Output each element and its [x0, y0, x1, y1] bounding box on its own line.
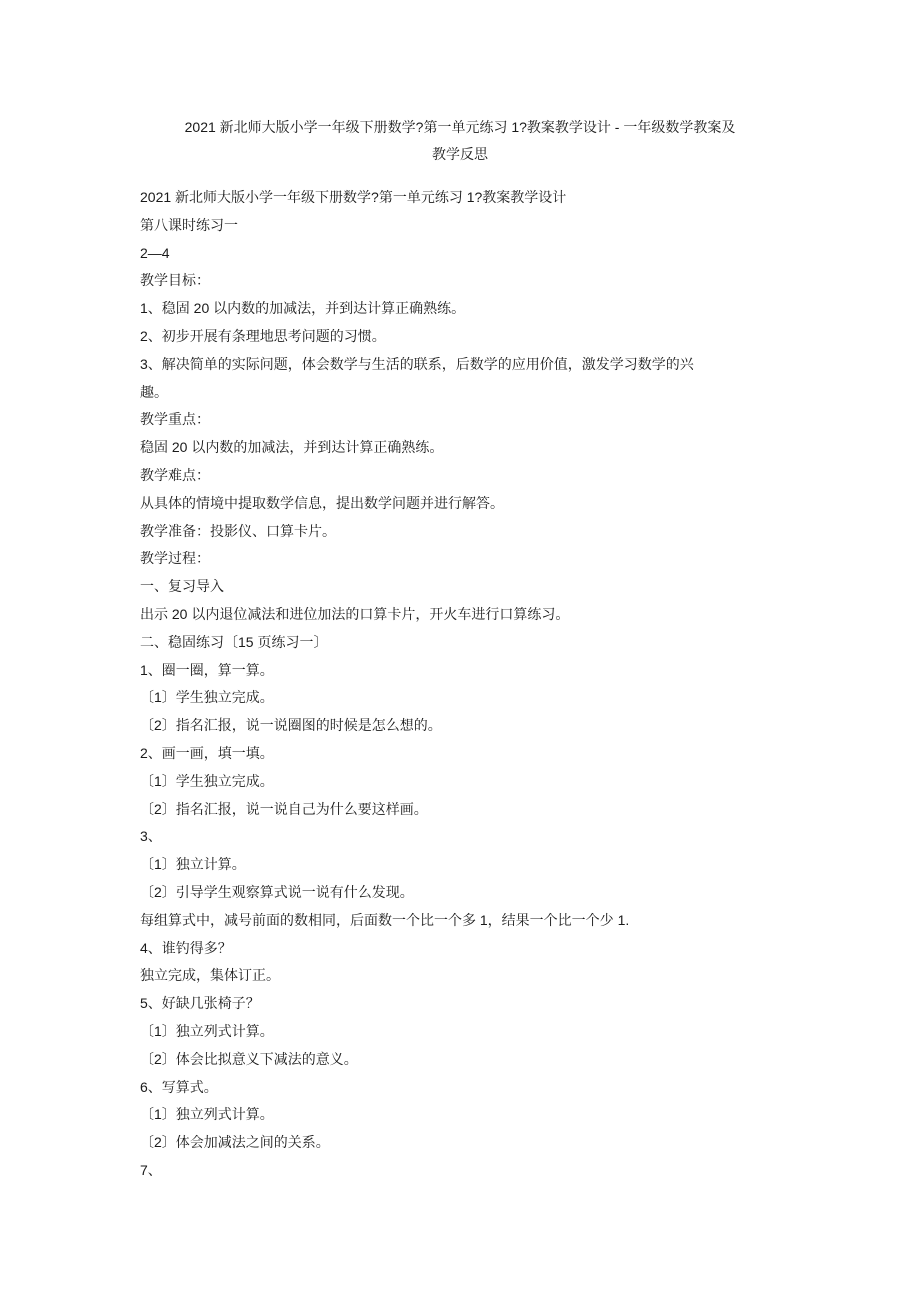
paragraph-line: 3、: [140, 828, 162, 845]
paragraph-line: 教学准备：投影仪、口算卡片。: [140, 522, 336, 539]
paragraph-line: 教学过程：: [140, 550, 210, 567]
paragraph-line: 2、画一画，填一填。: [140, 744, 274, 761]
paragraph-line: 〔1〕学生独立完成。: [140, 689, 274, 706]
paragraph-line: 〔2〕指名汇报，说一说圈图的时候是怎么想的。: [140, 717, 442, 734]
paragraph-line: 〔2〕引导学生观察算式说一说有什么发现。: [140, 883, 414, 900]
paragraph-line: 2021 新北师大版小学一年级下册数学?第一单元练习 1?教案教学设计: [140, 189, 567, 205]
paragraph-line: 〔2〕体会加减法之间的关系。: [140, 1134, 330, 1151]
title-line-2: 教学反思: [432, 146, 488, 162]
paragraph-line: 6、写算式。: [140, 1078, 218, 1095]
paragraph-line: 一、复习导入: [140, 578, 224, 595]
paragraph-line: 从具体的情境中提取数学信息，提出数学问题并进行解答。: [140, 494, 504, 511]
paragraph-line: 教学难点：: [140, 466, 210, 483]
paragraph-line: 每组算式中，减号前面的数相同，后面数一个比一个多 1，结果一个比一个少 1.: [140, 911, 630, 928]
paragraph-line: 2—4: [140, 244, 170, 261]
paragraph-line: 2、初步开展有条理地思考问题的习惯。: [140, 327, 386, 344]
paragraph-line: 〔1〕学生独立完成。: [140, 772, 274, 789]
paragraph-line: 教学重点：: [140, 411, 210, 428]
paragraph-line: 趣。: [140, 383, 168, 400]
paragraph-line: 二、稳固练习〔15 页练习一〕: [140, 633, 328, 650]
paragraph-line: 4、谁钓得多？: [140, 939, 232, 956]
paragraph-line: 〔1〕独立列式计算。: [140, 1106, 274, 1123]
paragraph-line: 稳固 20 以内数的加减法，并到达计算正确熟练。: [140, 439, 444, 456]
paragraph-line: 5、好缺几张椅子？: [140, 995, 260, 1012]
paragraph-line: 1、稳固 20 以内数的加减法，并到达计算正确熟练。: [140, 300, 466, 317]
paragraph-line: 出示 20 以内退位减法和进位加法的口算卡片，开火车进行口算练习。: [140, 605, 570, 622]
paragraph-line: 7、: [140, 1161, 162, 1178]
paragraph-line: 〔2〕体会比拟意义下减法的意义。: [140, 1050, 358, 1067]
document-title: [100, 114, 820, 168]
title-line-1: 2021 新北师大版小学一年级下册数学?第一单元练习 1?教案教学设计 - 一年级数学教案及: [184, 119, 736, 135]
paragraph-line: 教学目标：: [140, 272, 210, 289]
paragraph-line: 第八课时练习一: [140, 216, 238, 233]
paragraph-line: 〔1〕独立列式计算。: [140, 1022, 274, 1039]
document-body: [140, 184, 800, 1185]
paragraph-line: 3、解决简单的实际问题，体会数学与生活的联系，后数学的应用价值，激发学习数学的兴: [140, 355, 694, 372]
paragraph-line: 独立完成，集体订正。: [140, 967, 280, 984]
paragraph-line: 〔1〕独立计算。: [140, 856, 246, 873]
paragraph-line: 1、圈一圈，算一算。: [140, 661, 274, 678]
paragraph-line: 〔2〕指名汇报，说一说自己为什么要这样画。: [140, 800, 428, 817]
